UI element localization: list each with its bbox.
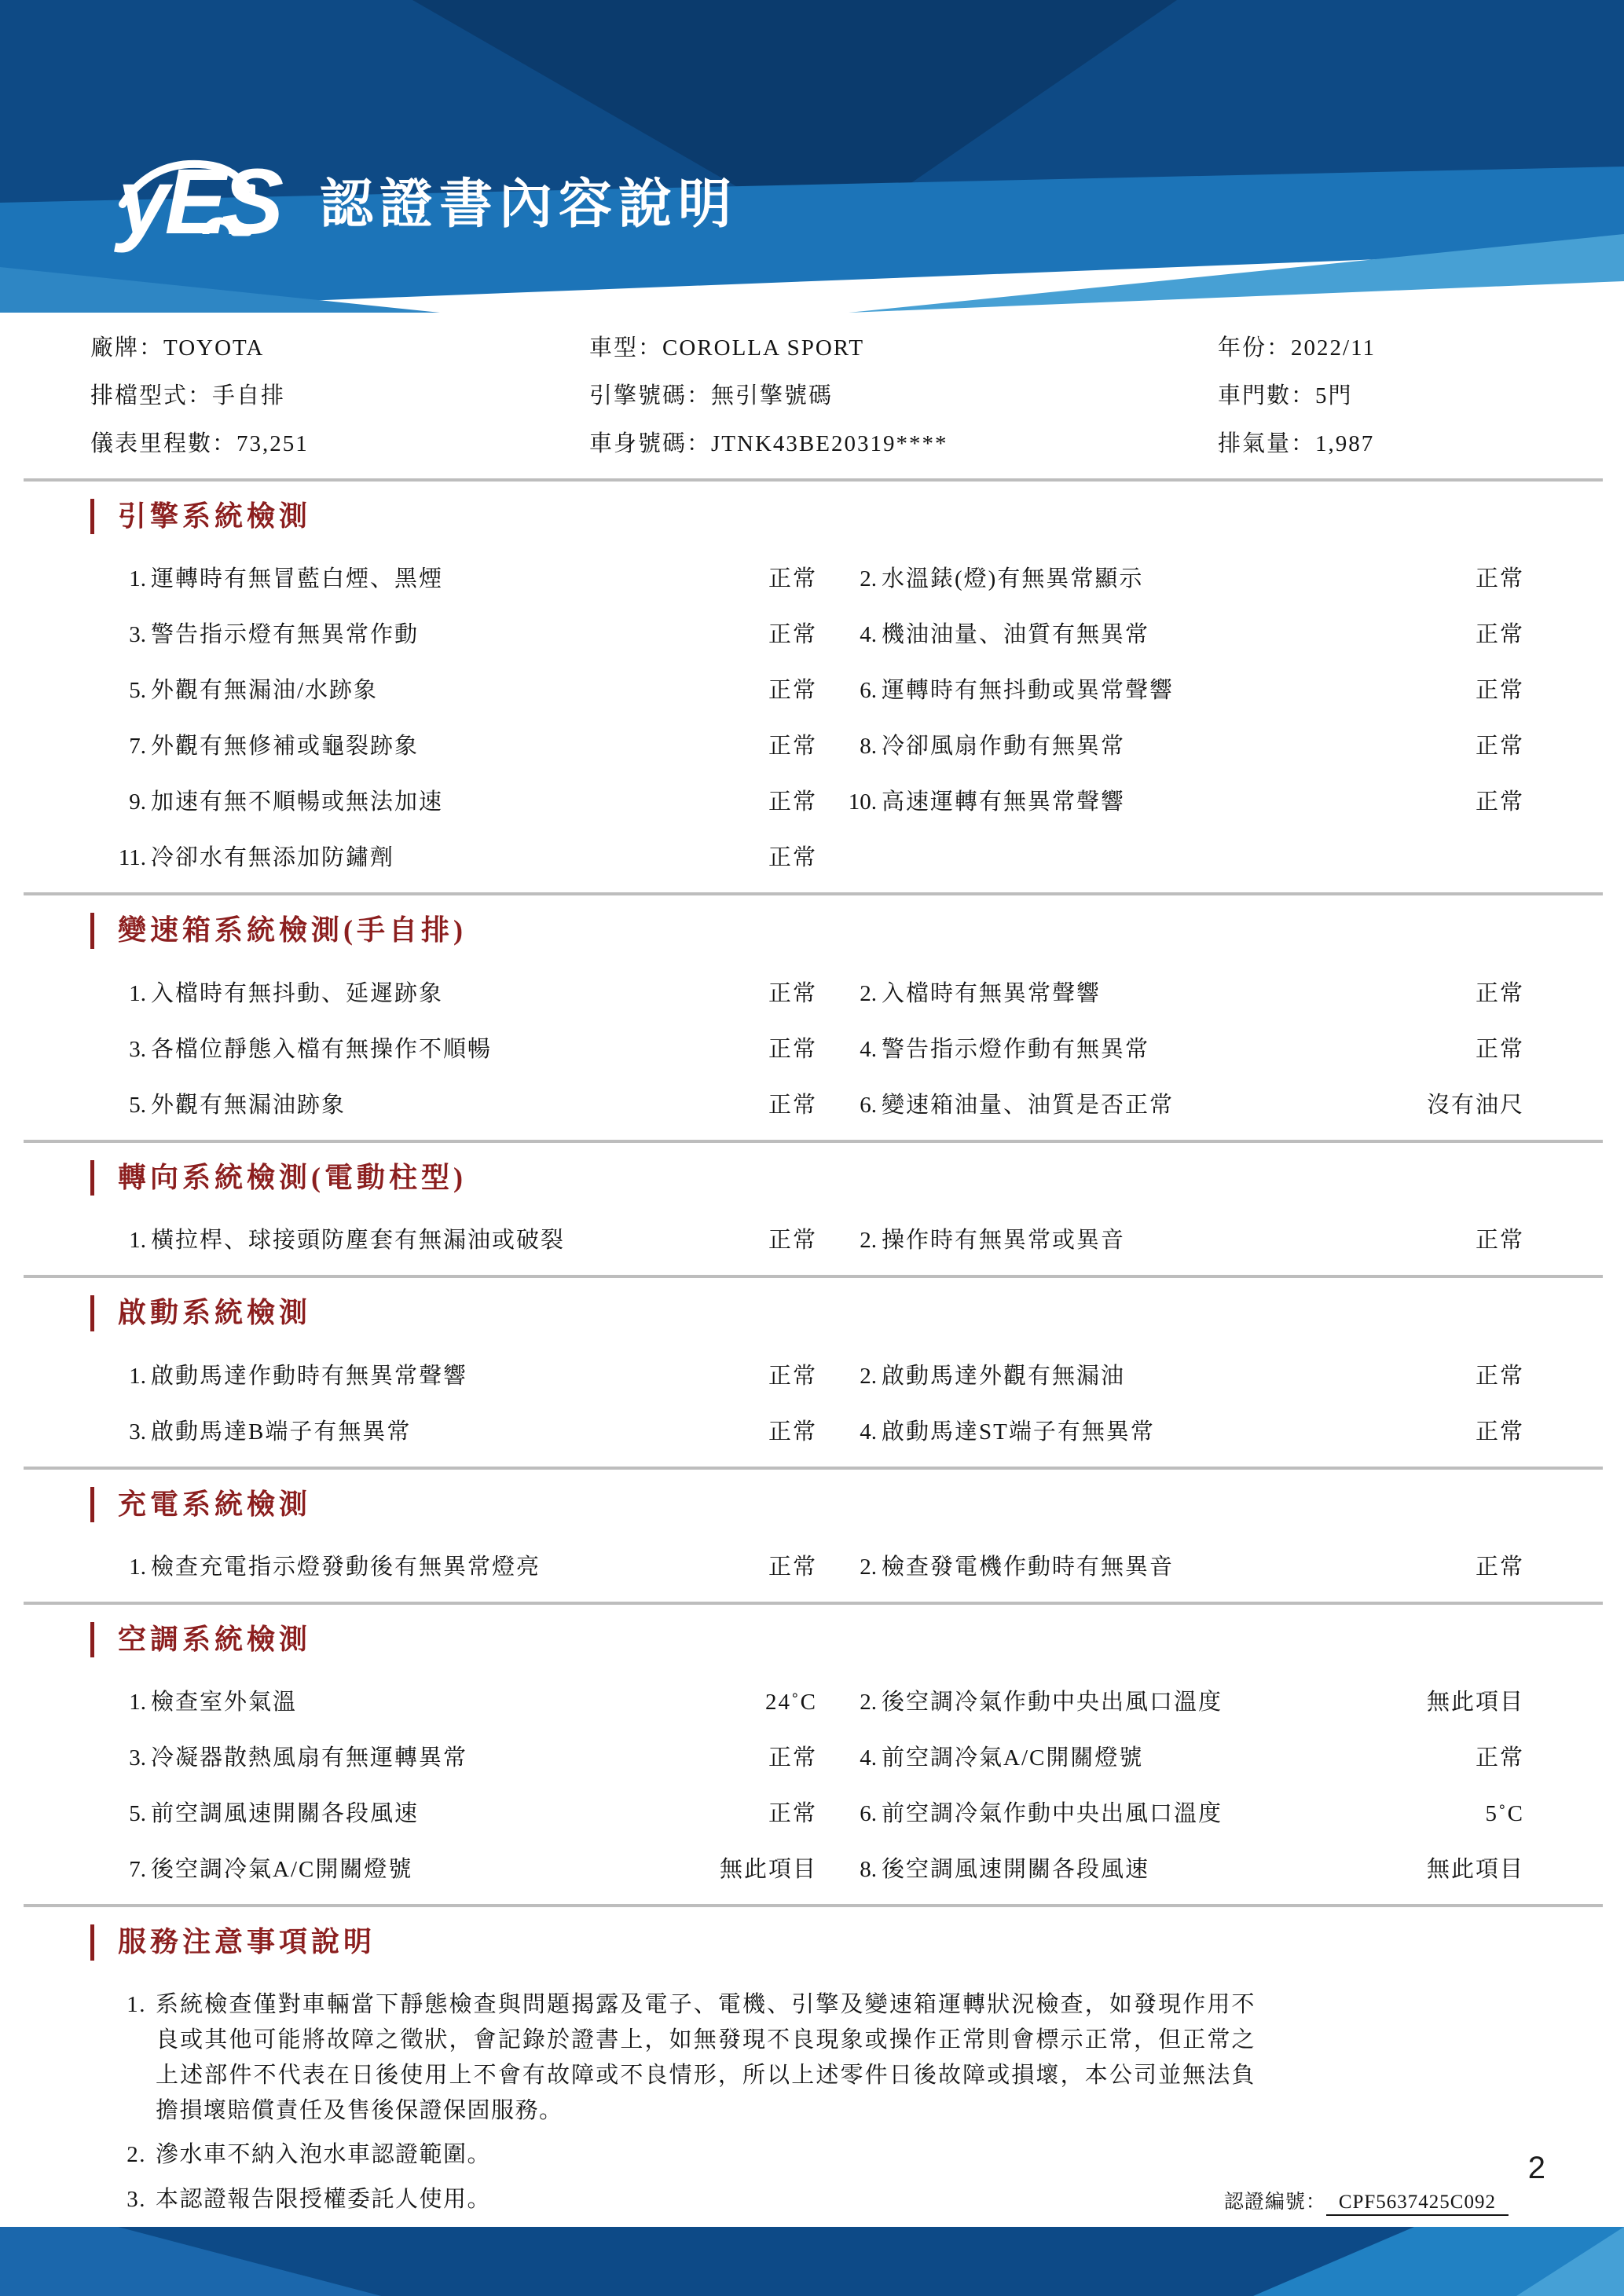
item-text: 警告指示燈作動有無異常 (882, 1036, 1150, 1062)
item-text: 操作時有無異常或異音 (882, 1228, 1126, 1254)
vehicle-field-value: 手自排 (212, 383, 286, 408)
section-title: 引擎系統檢測 (90, 499, 1603, 534)
item-text: 入檔時有無抖動、延遲跡象 (151, 980, 444, 1006)
item-text: 後空調冷氣作動中央出風口溫度 (882, 1690, 1223, 1716)
vehicle-field (1218, 378, 1603, 410)
item-number: 3. (129, 1419, 146, 1445)
inspection-item (841, 1222, 1603, 1254)
divider (24, 1904, 1603, 1907)
vehicle-field-value: 5門 (1315, 383, 1353, 408)
item-text: 運轉時有無冒藍白煙、黑煙 (151, 566, 444, 592)
item-number: 2. (860, 566, 877, 592)
item-text: 橫拉桿、球接頭防塵套有無漏油或破裂 (151, 1228, 566, 1254)
vehicle-field-label: 車身號碼： (589, 431, 712, 456)
vehicle-field-value: TOYOTA (163, 335, 265, 361)
brand-row (118, 150, 739, 254)
vehicle-field (1218, 426, 1603, 458)
inspection-item (110, 1549, 817, 1581)
vehicle-field-value: 2022/11 (1291, 335, 1376, 361)
inspection-item (841, 617, 1603, 649)
divider (24, 478, 1603, 482)
item-status: 正常 (1475, 789, 1524, 815)
item-status: 正常 (768, 1036, 817, 1062)
vehicle-field-value: COROLLA SPORT (662, 335, 865, 361)
item-status: 正常 (768, 1801, 817, 1827)
item-number: 10. (848, 789, 877, 815)
charging-items (110, 1549, 1603, 1581)
item-text: 前空調冷氣作動中央出風口溫度 (882, 1801, 1223, 1827)
item-text: 啟動馬達外觀有無漏油 (882, 1363, 1126, 1389)
item-status: 正常 (1475, 1228, 1524, 1254)
vehicle-field-value: 無引擎號碼 (711, 383, 834, 408)
certificate-number-label: 認證編號： (1223, 2192, 1326, 2214)
vehicle-field-label: 排檔型式： (90, 383, 213, 408)
note-number: 3. (126, 2187, 146, 2213)
item-text: 高速運轉有無異常聲響 (882, 789, 1126, 815)
inspection-item (841, 728, 1603, 760)
item-status: 24˚C (765, 1690, 817, 1716)
item-status: 正常 (1475, 1036, 1524, 1062)
item-status: 正常 (768, 789, 817, 815)
item-status: 無此項目 (719, 1857, 817, 1883)
divider (24, 1602, 1603, 1605)
item-status: 正常 (768, 845, 817, 871)
note-text: 滲水車不納入泡水車認證範圍。 (156, 2142, 492, 2168)
item-text: 後空調冷氣A/C開關燈號 (151, 1857, 413, 1883)
note-text: 系統檢查僅對車輛當下靜態檢查與問題揭露及電子、電機、引擎及變速箱運轉狀況檢查，如發現作用不良或其他可能將故障之徵狀，會記錄於證書上，如無發現不良現象或操作正常則會標示正常，但正常之上述部件不代表在日後使用上不會有故障或不良情形，所以上述零件日後故障或損壞，本公司並無法負擔損壞賠償責任及售後保證保固服務。 (156, 1991, 1256, 2123)
section-steering (24, 1160, 1603, 1254)
starter-items (110, 1358, 1603, 1446)
inspection-item (841, 1031, 1603, 1064)
section-title: 空調系統檢測 (90, 1622, 1603, 1657)
vehicle-field-label: 排氣量： (1218, 431, 1316, 456)
inspection-item (110, 1796, 817, 1828)
item-text: 入檔時有無異常聲響 (882, 980, 1102, 1006)
vehicle-field-label: 廠牌： (90, 335, 164, 361)
inspection-item (110, 1087, 817, 1119)
item-text: 加速有無不順暢或無法加速 (151, 789, 444, 815)
aircon-items (110, 1684, 1603, 1884)
item-number: 6. (860, 678, 877, 704)
section-title: 轉向系統檢測(電動柱型) (90, 1160, 1603, 1196)
inspection-item (841, 561, 1603, 593)
inspection-item (110, 561, 817, 593)
section-engine (24, 499, 1603, 872)
item-number: 5. (129, 678, 146, 704)
service-notes-list (110, 1987, 1603, 2218)
item-text: 冷凝器散熱風扇有無運轉異常 (151, 1745, 468, 1771)
item-status: 正常 (768, 1092, 817, 1118)
item-text: 變速箱油量、油質是否正常 (882, 1092, 1175, 1118)
item-status: 正常 (768, 980, 817, 1006)
divider (24, 1275, 1603, 1278)
vehicle-field (589, 426, 1218, 458)
item-status: 正常 (1475, 734, 1524, 760)
item-number: 1. (129, 980, 146, 1006)
item-number: 7. (129, 734, 146, 760)
item-status: 正常 (768, 1419, 817, 1445)
vehicle-field-label: 車門數： (1218, 383, 1316, 408)
page-header (0, 0, 1624, 314)
item-number: 4. (860, 1419, 877, 1445)
item-status: 沒有油尺 (1426, 1092, 1524, 1118)
item-number: 3. (129, 1745, 146, 1771)
item-text: 檢查充電指示燈發動後有無異常燈亮 (151, 1554, 541, 1580)
item-number: 2. (860, 1690, 877, 1716)
vehicle-field-label: 年份： (1218, 335, 1292, 361)
item-status: 正常 (768, 1554, 817, 1580)
vehicle-field-value: 73,251 (236, 431, 309, 456)
item-text: 檢查發電機作動時有無異音 (882, 1554, 1175, 1580)
inspection-item (110, 1851, 817, 1884)
item-status: 正常 (1475, 1554, 1524, 1580)
note-number: 1. (126, 1991, 146, 2017)
item-status: 無此項目 (1426, 1690, 1524, 1716)
item-text: 後空調風速開關各段風速 (882, 1857, 1150, 1883)
item-number: 3. (129, 622, 146, 648)
item-text: 前空調冷氣A/C開關燈號 (882, 1745, 1144, 1771)
page-footer (0, 2227, 1624, 2296)
vehicle-field (90, 378, 589, 410)
item-number: 1. (129, 1228, 146, 1254)
item-status: 正常 (768, 1228, 817, 1254)
item-status: 正常 (1475, 1745, 1524, 1771)
vehicle-field (589, 330, 1218, 362)
inspection-item (841, 1684, 1603, 1716)
inspection-item (110, 1358, 817, 1390)
certificate-number-value: CPF5637425C092 (1326, 2192, 1509, 2216)
item-number: 2. (860, 1228, 877, 1254)
item-number: 2. (860, 980, 877, 1006)
item-status: 正常 (1475, 980, 1524, 1006)
item-number: 7. (129, 1857, 146, 1883)
inspection-item (110, 976, 817, 1008)
inspection-item (110, 840, 817, 872)
item-number: 8. (860, 1857, 877, 1883)
section-aircon (24, 1622, 1603, 1884)
item-status: 正常 (768, 1363, 817, 1389)
divider (24, 1467, 1603, 1470)
transmission-items (110, 976, 1603, 1119)
certificate-number (1224, 2186, 1509, 2214)
service-note (110, 1987, 1603, 2129)
item-number: 4. (860, 1745, 877, 1771)
section-title: 變速箱系統檢測(手自排) (90, 913, 1603, 948)
section-title: 啟動系統檢測 (90, 1295, 1603, 1331)
item-text: 外觀有無漏油跡象 (151, 1092, 346, 1118)
inspection-item (841, 784, 1603, 816)
inspection-item (110, 672, 817, 705)
item-text: 冷卻水有無添加防鏽劑 (151, 845, 395, 871)
inspection-item (110, 1222, 817, 1254)
inspection-item (110, 617, 817, 649)
yes-logo: yES (118, 150, 280, 254)
item-text: 外觀有無修補或龜裂跡象 (151, 734, 420, 760)
vehicle-field (90, 426, 589, 458)
vehicle-field (1218, 330, 1603, 362)
section-title: 服務注意事項說明 (90, 1924, 1603, 1960)
item-text: 啟動馬達ST端子有無異常 (882, 1419, 1155, 1445)
item-status: 正常 (1475, 1363, 1524, 1389)
note-text: 本認證報告限授權委託人使用。 (156, 2187, 492, 2213)
item-status: 正常 (1475, 1419, 1524, 1445)
inspection-item (841, 1358, 1603, 1390)
inspection-item (841, 1087, 1603, 1119)
inspection-item (841, 976, 1603, 1008)
vehicle-field-label: 儀表里程數： (90, 431, 237, 456)
item-status: 正常 (768, 566, 817, 592)
section-charging (24, 1487, 1603, 1581)
vehicle-info (24, 330, 1603, 458)
inspection-item (110, 1414, 817, 1446)
item-text: 啟動馬達B端子有無異常 (151, 1419, 412, 1445)
item-status: 正常 (768, 734, 817, 760)
inspection-item (841, 1740, 1603, 1772)
certificate-body (0, 314, 1624, 2227)
item-text: 外觀有無漏油/水跡象 (151, 678, 379, 704)
item-text: 警告指示燈有無異常作動 (151, 622, 420, 648)
item-text: 水溫錶(燈)有無異常顯示 (882, 566, 1144, 592)
item-status: 無此項目 (1426, 1857, 1524, 1883)
item-number: 3. (129, 1036, 146, 1062)
page-title: 認證書內容說明 (320, 174, 739, 234)
item-number: 4. (860, 622, 877, 648)
page-number: 2 (1527, 2151, 1545, 2185)
item-status: 正常 (1475, 566, 1524, 592)
item-status: 正常 (768, 622, 817, 648)
item-text: 各檔位靜態入檔有無操作不順暢 (151, 1036, 493, 1062)
vehicle-field (589, 378, 1218, 410)
inspection-item (841, 672, 1603, 705)
divider (24, 1140, 1603, 1143)
inspection-item (110, 1684, 817, 1716)
vehicle-field-value: 1,987 (1315, 431, 1375, 456)
inspection-item (110, 1031, 817, 1064)
item-number: 2. (860, 1363, 877, 1389)
item-status: 正常 (768, 1745, 817, 1771)
item-number: 2. (860, 1554, 877, 1580)
item-text: 檢查室外氣溫 (151, 1690, 298, 1716)
item-status: 正常 (1475, 622, 1524, 648)
item-status: 正常 (768, 678, 817, 704)
item-number: 6. (860, 1801, 877, 1827)
item-text: 前空調風速開關各段風速 (151, 1801, 420, 1827)
steering-items (110, 1222, 1603, 1254)
service-note (110, 2137, 1603, 2173)
item-status: 5˚C (1485, 1801, 1524, 1827)
inspection-item (841, 1796, 1603, 1828)
note-number: 2. (126, 2142, 146, 2168)
section-title: 充電系統檢測 (90, 1487, 1603, 1522)
item-number: 6. (860, 1092, 877, 1118)
divider (24, 892, 1603, 895)
inspection-item (110, 728, 817, 760)
vehicle-field-value: JTNK43BE20319**** (711, 431, 948, 456)
item-number: 8. (860, 734, 877, 760)
vehicle-field (90, 330, 589, 362)
section-transmission (24, 913, 1603, 1119)
item-number: 5. (129, 1801, 146, 1827)
engine-items (110, 561, 1603, 872)
item-number: 4. (860, 1036, 877, 1062)
item-number: 9. (129, 789, 146, 815)
item-number: 5. (129, 1092, 146, 1118)
item-number: 11. (118, 845, 146, 871)
item-text: 機油油量、油質有無異常 (882, 622, 1150, 648)
item-number: 1. (129, 1554, 146, 1580)
vehicle-field-label: 引擎號碼： (589, 383, 712, 408)
item-number: 1. (129, 1363, 146, 1389)
item-text: 冷卻風扇作動有無異常 (882, 734, 1126, 760)
item-text: 啟動馬達作動時有無異常聲響 (151, 1363, 468, 1389)
item-number: 1. (129, 1690, 146, 1716)
inspection-item (110, 784, 817, 816)
inspection-item (841, 1549, 1603, 1581)
section-service-notes (24, 1924, 1603, 2217)
inspection-item (110, 1740, 817, 1772)
footer-background-art (0, 2227, 1624, 2296)
inspection-item (841, 1414, 1603, 1446)
section-starter (24, 1295, 1603, 1445)
inspection-item (841, 1851, 1603, 1884)
item-text: 運轉時有無抖動或異常聲響 (882, 678, 1175, 704)
item-number: 1. (129, 566, 146, 592)
vehicle-field-label: 車型： (589, 335, 663, 361)
item-status: 正常 (1475, 678, 1524, 704)
